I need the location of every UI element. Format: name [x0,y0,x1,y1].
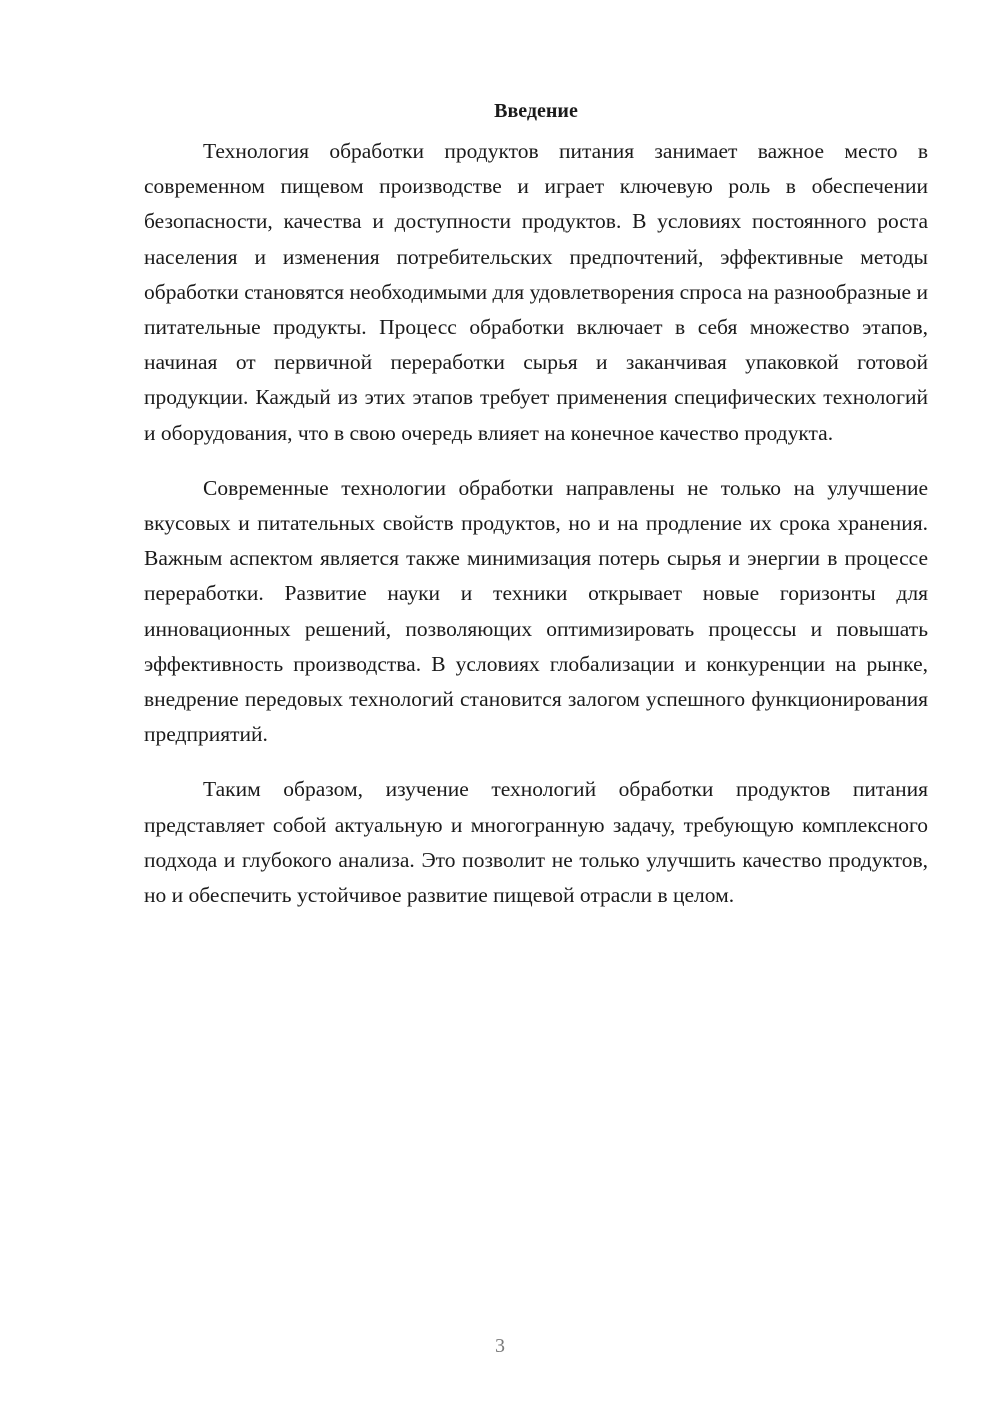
paragraph-1: Технология обработки продуктов питания занимает важное место в современном пищевом производстве и играет ключевую роль в обеспечении безопасности, качества и доступности продуктов. В условиях постоянного роста населения и изменения потребительских предпочтений, эффективные методы обработки становятся необходимыми для удовлетворения спроса на разнообразные и питательные продукты. Процесс обработки включает в себя множество этапов, начиная от первичной переработки сырья и заканчивая упаковкой готовой продукции. Каждый из этих этапов требует применения специфических технологий и оборудования, что в свою очередь влияет на конечное качество продукта. [144,139,928,445]
page-content [144,96,928,933]
page-number: 3 [495,1335,505,1357]
paragraph-2: Современные технологии обработки направлены не только на улучшение вкусовых и питательных свойств продуктов, но и на продление их срока хранения. Важным аспектом является также минимизация потерь сырья и энергии в процессе переработки. Развитие науки и техники открывает новые горизонты для инновационных решений, позволяющих оптимизировать процессы и повышать эффективность производства. В условиях глобализации и конкуренции на рынке, внедрение передовых технологий становится залогом успешного функционирования предприятий. [144,475,928,747]
section-heading: Введение [494,100,578,122]
paragraph-3: Таким образом, изучение технологий обработки продуктов питания представляет собой актуальную и многогранную задачу, требующую комплексного подхода и глубокого анализа. Это позволит не только улучшить качество продуктов, но и обеспечить устойчивое развитие пищевой отрасли в целом. [144,777,928,908]
